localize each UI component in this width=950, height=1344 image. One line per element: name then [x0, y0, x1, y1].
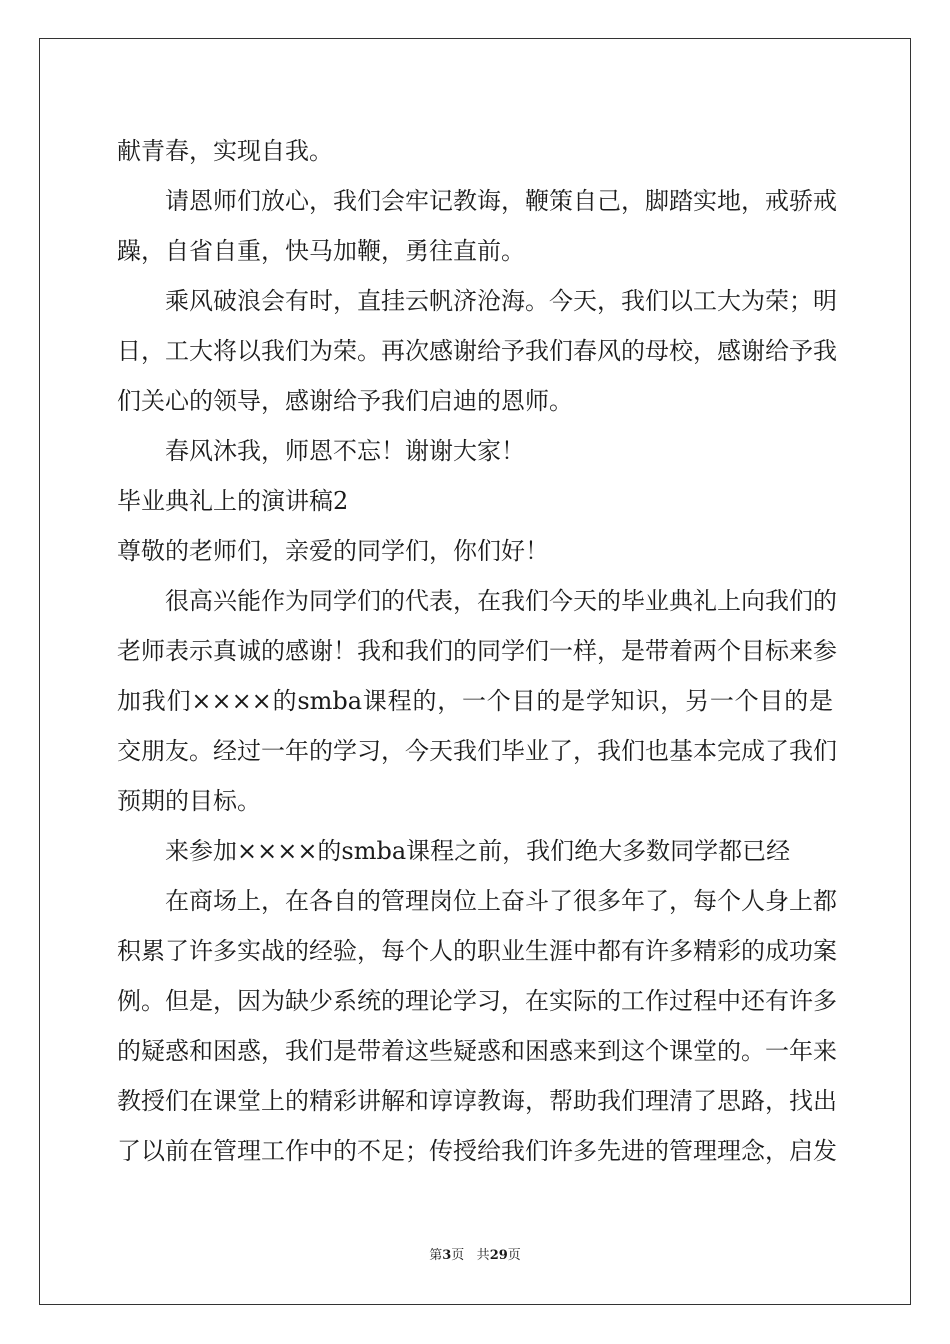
text-line: 例。但是，因为缺少系统的理论学习，在实际的工作过程中还有许多: [117, 987, 837, 1015]
text-line: 乘风破浪会有时，直挂云帆济沧海。今天，我们以工大为荣；明: [165, 287, 837, 315]
text-line: 加我们××××的smba课程的，一个目的是学知识，另一个目的是: [117, 687, 833, 715]
footer-total-suffix: 页: [507, 1248, 521, 1263]
text-line: 预期的目标。: [117, 787, 261, 815]
text-line: 教授们在课堂上的精彩讲解和谆谆教诲，帮助我们理清了思路，找出: [117, 1087, 837, 1115]
text-line: 在商场上，在各自的管理岗位上奋斗了很多年了，每个人身上都: [165, 887, 837, 915]
text-line: 躁，自省自重，快马加鞭，勇往直前。: [117, 237, 525, 265]
text-line: 来参加××××的smba课程之前，我们绝大多数同学都已经: [165, 837, 791, 865]
text-line: 们关心的领导，感谢给予我们启迪的恩师。: [117, 387, 573, 415]
total-pages: 29: [489, 1248, 508, 1263]
text-line: 请恩师们放心，我们会牢记教诲，鞭策自己，脚踏实地，戒骄戒: [165, 187, 837, 215]
footer-page-suffix: 页: [451, 1248, 465, 1263]
section-heading: 毕业典礼上的演讲稿2: [117, 487, 349, 515]
text-line: 了以前在管理工作中的不足；传授给我们许多先进的管理理念，启发: [117, 1137, 837, 1165]
text-line: 春风沐我，师恩不忘！谢谢大家！: [165, 437, 525, 465]
footer-total-prefix: 共: [476, 1248, 490, 1263]
text-line: 很高兴能作为同学们的代表，在我们今天的毕业典礼上向我们的: [165, 587, 837, 615]
text-line: 日，工大将以我们为荣。再次感谢给予我们春风的母校，感谢给予我: [117, 337, 837, 365]
text-line: 献青春，实现自我。: [117, 137, 333, 165]
text-line: 老师表示真诚的感谢！我和我们的同学们一样，是带着两个目标来参: [117, 637, 837, 665]
salutation: 尊敬的老师们，亲爱的同学们，你们好！: [117, 537, 549, 565]
page-footer: [0, 1244, 950, 1263]
text-line: 积累了许多实战的经验，每个人的职业生涯中都有许多精彩的成功案: [117, 937, 837, 965]
page-number: 3: [442, 1248, 452, 1263]
text-line: 的疑惑和困惑，我们是带着这些疑惑和困惑来到这个课堂的。一年来: [117, 1037, 837, 1065]
footer-prefix: 第: [429, 1248, 443, 1263]
text-line: 交朋友。经过一年的学习，今天我们毕业了，我们也基本完成了我们: [117, 737, 837, 765]
